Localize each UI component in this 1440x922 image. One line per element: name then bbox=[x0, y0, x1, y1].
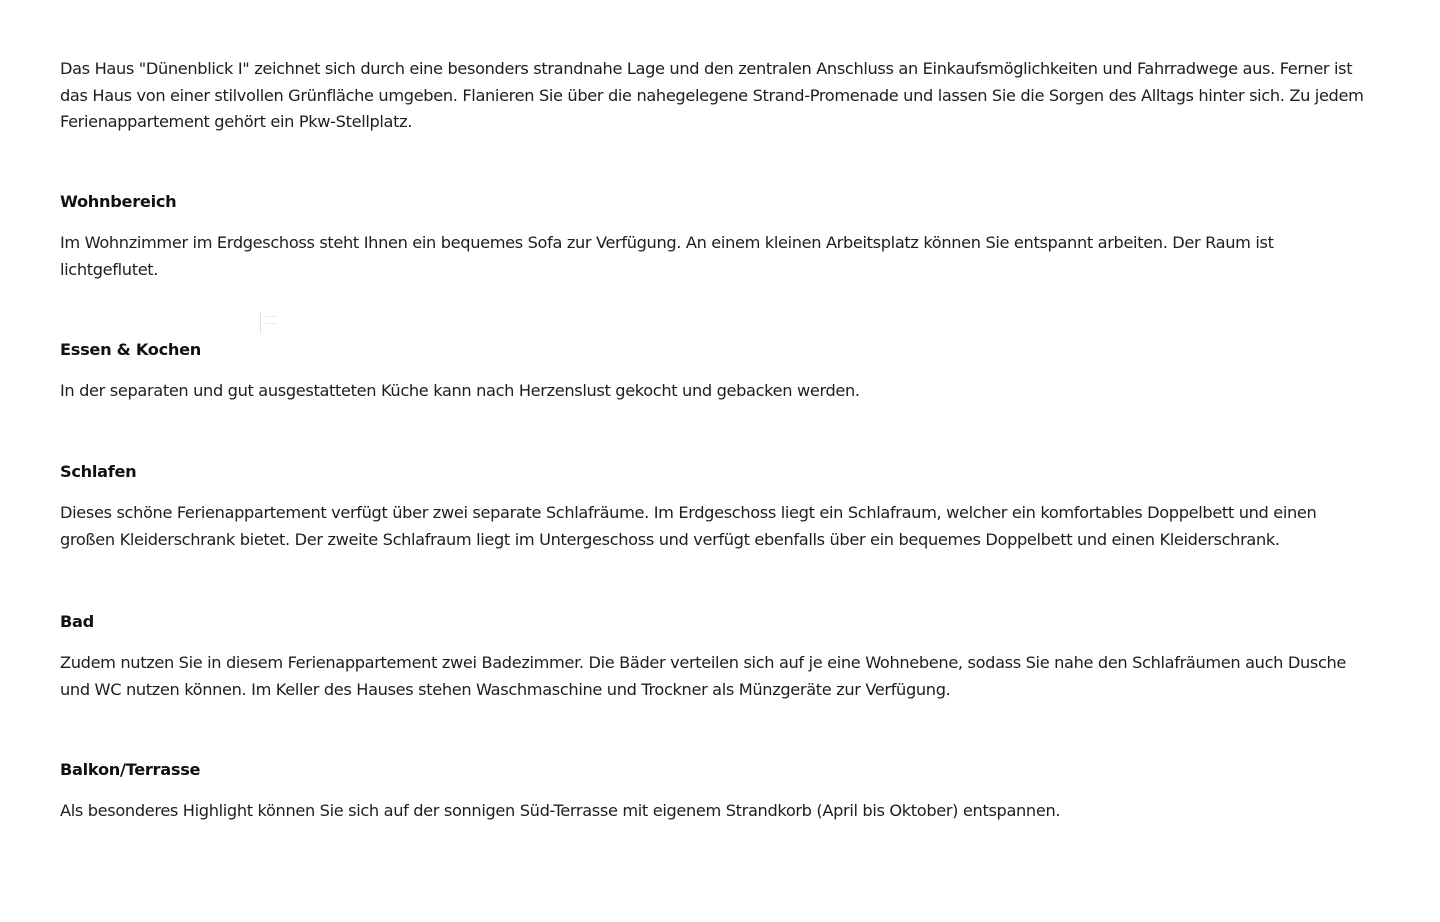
section-text-essen-kochen: In der separaten und gut ausgestatteten Küche kann nach Herzenslust gekocht und gebacken werden. bbox=[60, 381, 860, 400]
section-bad bbox=[60, 609, 1370, 703]
description-content bbox=[60, 56, 1370, 820]
section-text-bad: Zudem nutzen Sie in diesem Ferienappartement zwei Badezimmer. Die Bäder verteilen sich auf je eine Wohnebene, sodass Sie nahe den Schlafräumen auch Dusche und WC nutzen können. Im Keller des Hauses stehen Waschmaschine und Trockner als Münzgeräte zur Verfügung. bbox=[60, 653, 1347, 699]
section-text-wohnbereich: Im Wohnzimmer im Erdgeschoss steht Ihnen ein bequemes Sofa zur Verfügung. An einem kleinen Arbeitsplatz können Sie entspannt arbeiten. Der Raum ist lichtgeflutet. bbox=[60, 233, 1274, 279]
section-text-balkon-terrasse: Als besonderes Highlight können Sie sich auf der sonnigen Süd-Terrasse mit eigenem Strandkorb (April bis Oktober) entspannen. bbox=[60, 801, 1061, 820]
section-heading-bad: Bad bbox=[60, 612, 94, 631]
section-heading-wohnbereich: Wohnbereich bbox=[60, 192, 177, 211]
text-cursor-icon bbox=[260, 312, 269, 334]
section-schlafen bbox=[60, 459, 1370, 553]
section-text-schlafen: Dieses schöne Ferienappartement verfügt über zwei separate Schlafräume. Im Erdgeschoss liegt ein Schlafraum, welcher ein komfortables Doppelbett und einen großen Kleiderschrank bietet. Der zweite Schlafraum liegt im Untergeschoss und verfügt ebenfalls über ein bequemes Doppelbett und einen Kleiderschrank. bbox=[60, 503, 1317, 549]
intro-paragraph: Das Haus "Dünenblick I" zeichnet sich durch eine besonders strandnahe Lage und den zentralen Anschluss an Einkaufsmöglichkeiten und Fahrradwege aus. Ferner ist das Haus von einer stilvollen Grünfläche umgeben. Flanieren Sie über die nahegelegene Strand-Promenade und lassen Sie die Sorgen des Alltags hinter sich. Zu jedem Ferienappartement gehört ein Pkw-Stellplatz. bbox=[60, 59, 1364, 131]
section-essen-kochen bbox=[60, 337, 1370, 405]
section-heading-balkon-terrasse: Balkon/Terrasse bbox=[60, 760, 201, 779]
section-balkon-terrasse bbox=[60, 757, 1370, 825]
section-heading-schlafen: Schlafen bbox=[60, 462, 137, 481]
section-wohnbereich bbox=[60, 189, 1370, 283]
section-heading-essen-kochen: Essen & Kochen bbox=[60, 340, 202, 359]
